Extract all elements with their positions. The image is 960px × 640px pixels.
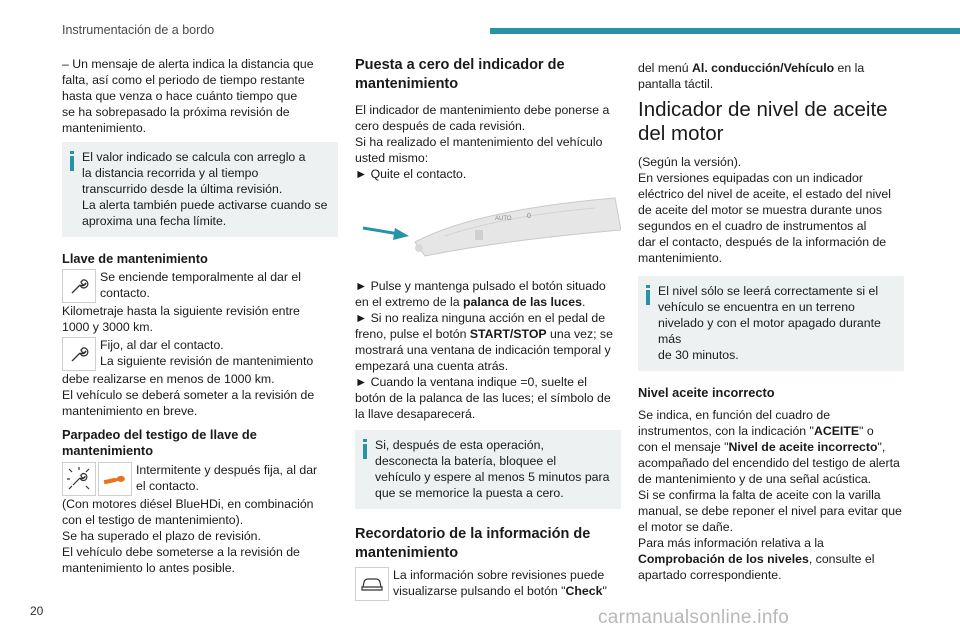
llave-paragraph-1: Kilometraje hasta la siguiente revisión entre 1000 y 3000 km. [62,304,300,334]
steps-paragraph: ► Pulse y mantenga pulsado el botón situado en el extremo de la palanca de las luces. ► Si no realiza ninguna acción en el pedal de freno, pulse el botón START/STOP una vez; se mostrará una ventana de indicación temporal y empezará una cuenta atrás. ► Cuando la ventana indique =0, suelte el botón de la palanca de las luces; el símbolo de la llave desaparecerá. [355,279,613,421]
info-box-calculo: El valor indicado se calcula con arreglo a la distancia recorrida y al tiempo transcurrido desde la última revisión. La alerta también puede activarse cuando se aproxima una fecha límite. [62,142,338,237]
column-2 [355,56,621,601]
continuation-paragraph: del menú Al. conducción/Vehículo en la pantalla táctil. [638,61,865,91]
section-heading-aceite: Indicador de nivel de aceite del motor [638,98,888,145]
flashing-wrench-icon [62,462,96,496]
parpadeo-row: Intermitente y después fija, al dar el contacto. [62,462,338,496]
stalk-label-auto: AUTO [495,216,512,222]
stalk-label-zero: 0 [527,213,531,220]
recordatorio-row: La información sobre revisiones puede visualizarse pulsando el botón "Check" [355,567,621,601]
wrench-icon [62,337,96,371]
intro-paragraph: – Un mensaje de alerta indica la distancia que falta, así como el periodo de tiempo restante hasta que venza o hace cuánto tiempo que se ha sobrepasado la próxima revisión de mantenimiento. [62,57,314,135]
car-icon [355,567,389,601]
column-1 [62,56,338,581]
info-icon [646,285,650,305]
nivel-paragraph: Se indica, en función del cuadro de instrumentos, con la indicación "ACEITE" o con el mensaje "Nivel de aceite incorrecto", acompañado del encendido del testigo de alerta de mantenimiento y de una señal acústica. Si se confirma la falta de aceite con la varilla manual, se debe reponer el nivel para evitar que el motor se dañe. Para más información relativa a la Comprobación de los niveles, consulte el apartado correspondiente. [638,408,902,582]
section-heading-llave: Llave de mantenimiento [62,251,208,266]
page-number: 20 [30,604,44,618]
llave-row-1: Se enciende temporalmente al dar el contacto. [62,269,338,303]
puesta-paragraph: El indicador de mantenimiento debe ponerse a cero después de cada revisión. Si ha realizado el mantenimiento del vehículo usted mismo: ► Quite el contacto. [355,103,610,181]
orange-wrench-icon [98,462,132,496]
light-stalk-illustration [355,190,621,266]
section-heading-recordatorio: Recordatorio de la información de mantenimiento [355,526,591,561]
aceite-paragraph: (Según la versión). En versiones equipadas con un indicador eléctrico del nivel de aceite, el estado del nivel de aceite del motor se muestra durante unos segundos en el cuadro de instrumentos al dar el contacto, después de la información de mantenimiento. [638,155,891,265]
header-accent-bar [490,28,960,34]
info-box-bateria: Si, después de esta operación, desconecta la batería, bloquee el vehículo y espere al menos 5 minutos para que se memorice la puesta a cero. [355,430,621,509]
section-heading-puesta: Puesta a cero del indicador de mantenimiento [355,57,565,92]
wrench-icon [62,269,96,303]
watermark: carmanualsonline.info [598,607,790,628]
parpadeo-paragraph: (Con motores diésel BlueHDi, en combinación con el testigo de mantenimiento). Se ha superado el plazo de revisión. El vehículo debe someterse a la revisión de mantenimiento lo antes posible. [62,497,314,575]
section-heading-parpadeo: Parpadeo del testigo de llave de mantenimiento [62,427,257,458]
header-title: Instrumentación de a bordo [62,23,215,37]
llave-paragraph-2: debe realizarse en menos de 1000 km. El vehículo se deberá someter a la revisión de mantenimiento en breve. [62,372,315,418]
column-3 [638,56,904,588]
info-icon [70,151,74,171]
info-box-nivel: El nivel sólo se leerá correctamente si el vehículo se encuentra en un terreno nivelado y con el motor apagado durante más de 30 minutos. [638,276,904,371]
info-icon [363,439,367,459]
llave-row-2: Fijo, al dar el contacto. La siguiente revisión de mantenimiento [62,337,338,371]
section-heading-nivel: Nivel aceite incorrecto [638,385,775,400]
